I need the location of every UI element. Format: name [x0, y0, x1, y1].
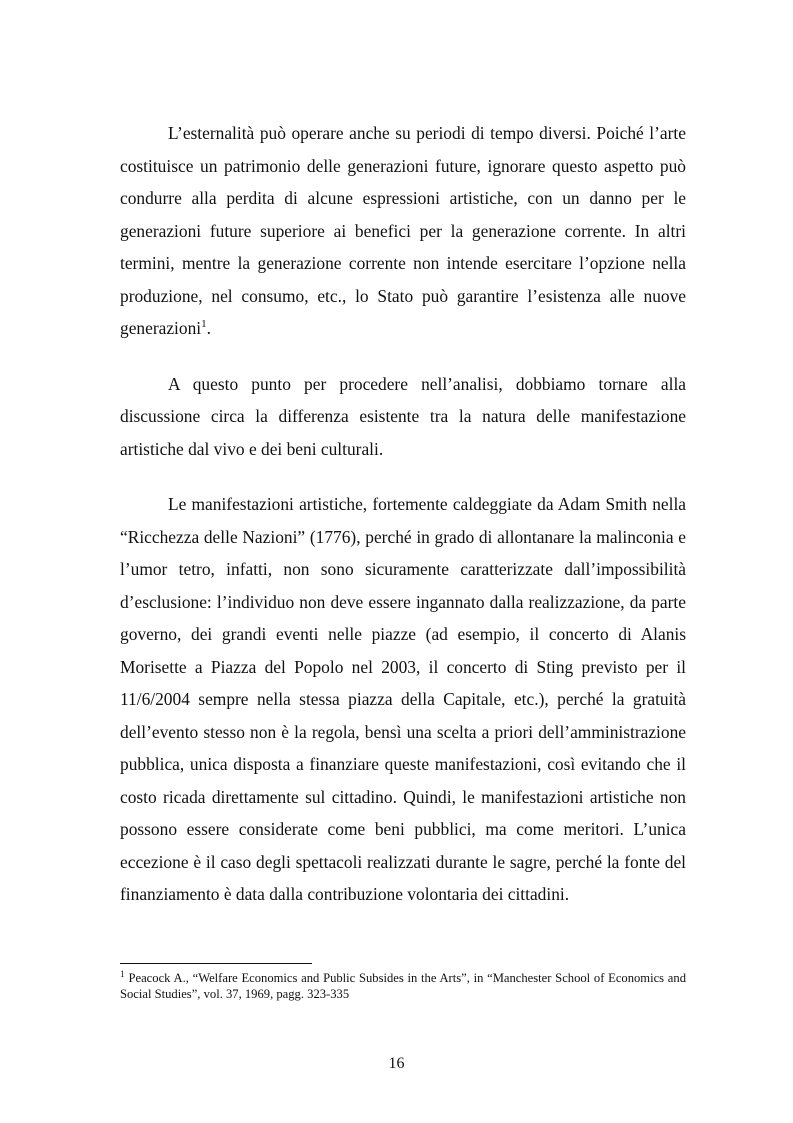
paragraph-text: Le manifestazioni artistiche, fortemente caldeggiate da Adam Smith nella “Ricchezza delle Nazioni” (1776), perché in grado di allontanare la malinconia e l’umor tetro, infatti, non sono sicuramente caratterizzate dall’impossibilità d’esclusione: l’individuo non deve essere ingannato dalla realizzazione, da parte governo, dei grandi eventi nelle piazze (ad esempio, il concerto di Alanis Morisette a Piazza del Popolo nel 2003, il concerto di Sting previsto per il 11/6/2004 sempre nella stessa piazza della Capitale, etc.), perché la gratuità dell’evento stesso non è la regola, bensì una scelta a priori dell’amministrazione pubblica, unica disposta a finanziare queste manifestazioni, così evitando che il costo ricada direttamente sul cittadino. Quindi, le manifestazioni artistiche non possono essere considerate come beni pubblici, ma come meritori. L’unica eccezione è il caso degli spettacoli realizzati durante le sagre, perché la fonte del finanziamento è data dalla contribuzione volontaria dei cittadini.: [120, 494, 686, 904]
paragraph-tail: .: [206, 318, 211, 338]
paragraph-text: L’esternalità può operare anche su periodi di tempo diversi. Poiché l’arte costituisce un patrimonio delle generazioni future, ignorare questo aspetto può condurre alla perdita di alcune espressioni artistiche, con un danno per le generazioni future superiore ai benefici per la generazione corrente. In altri termini, mentre la generazione corrente non intende esercitare l’opzione nella produzione, nel consumo, etc., lo Stato può garantire l’esistenza alle nuove generazioni: [120, 123, 686, 338]
paragraph-text: A questo punto per procedere nell’analisi, dobbiamo tornare alla discussione circa la differenza esistente tra la natura delle manifestazione artistiche dal vivo e dei beni culturali.: [120, 373, 686, 459]
paragraph-analysis: [120, 368, 686, 466]
paragraph-artistic-events: [120, 488, 686, 911]
footnote-number: 1: [120, 968, 125, 979]
paragraph-externality: [120, 117, 686, 345]
footnote-text: Peacock A., “Welfare Economics and Public Subsides in the Arts”, in “Manchester School of Economics and Social Studies”, vol. 37, 1969, pagg. 323-335: [120, 971, 686, 1001]
body-text: [120, 117, 686, 934]
footnote-reference[interactable]: 1: [201, 318, 207, 331]
page-number: 16: [388, 1055, 405, 1072]
footnote-divider: [120, 963, 312, 964]
footnote: [120, 970, 686, 1002]
